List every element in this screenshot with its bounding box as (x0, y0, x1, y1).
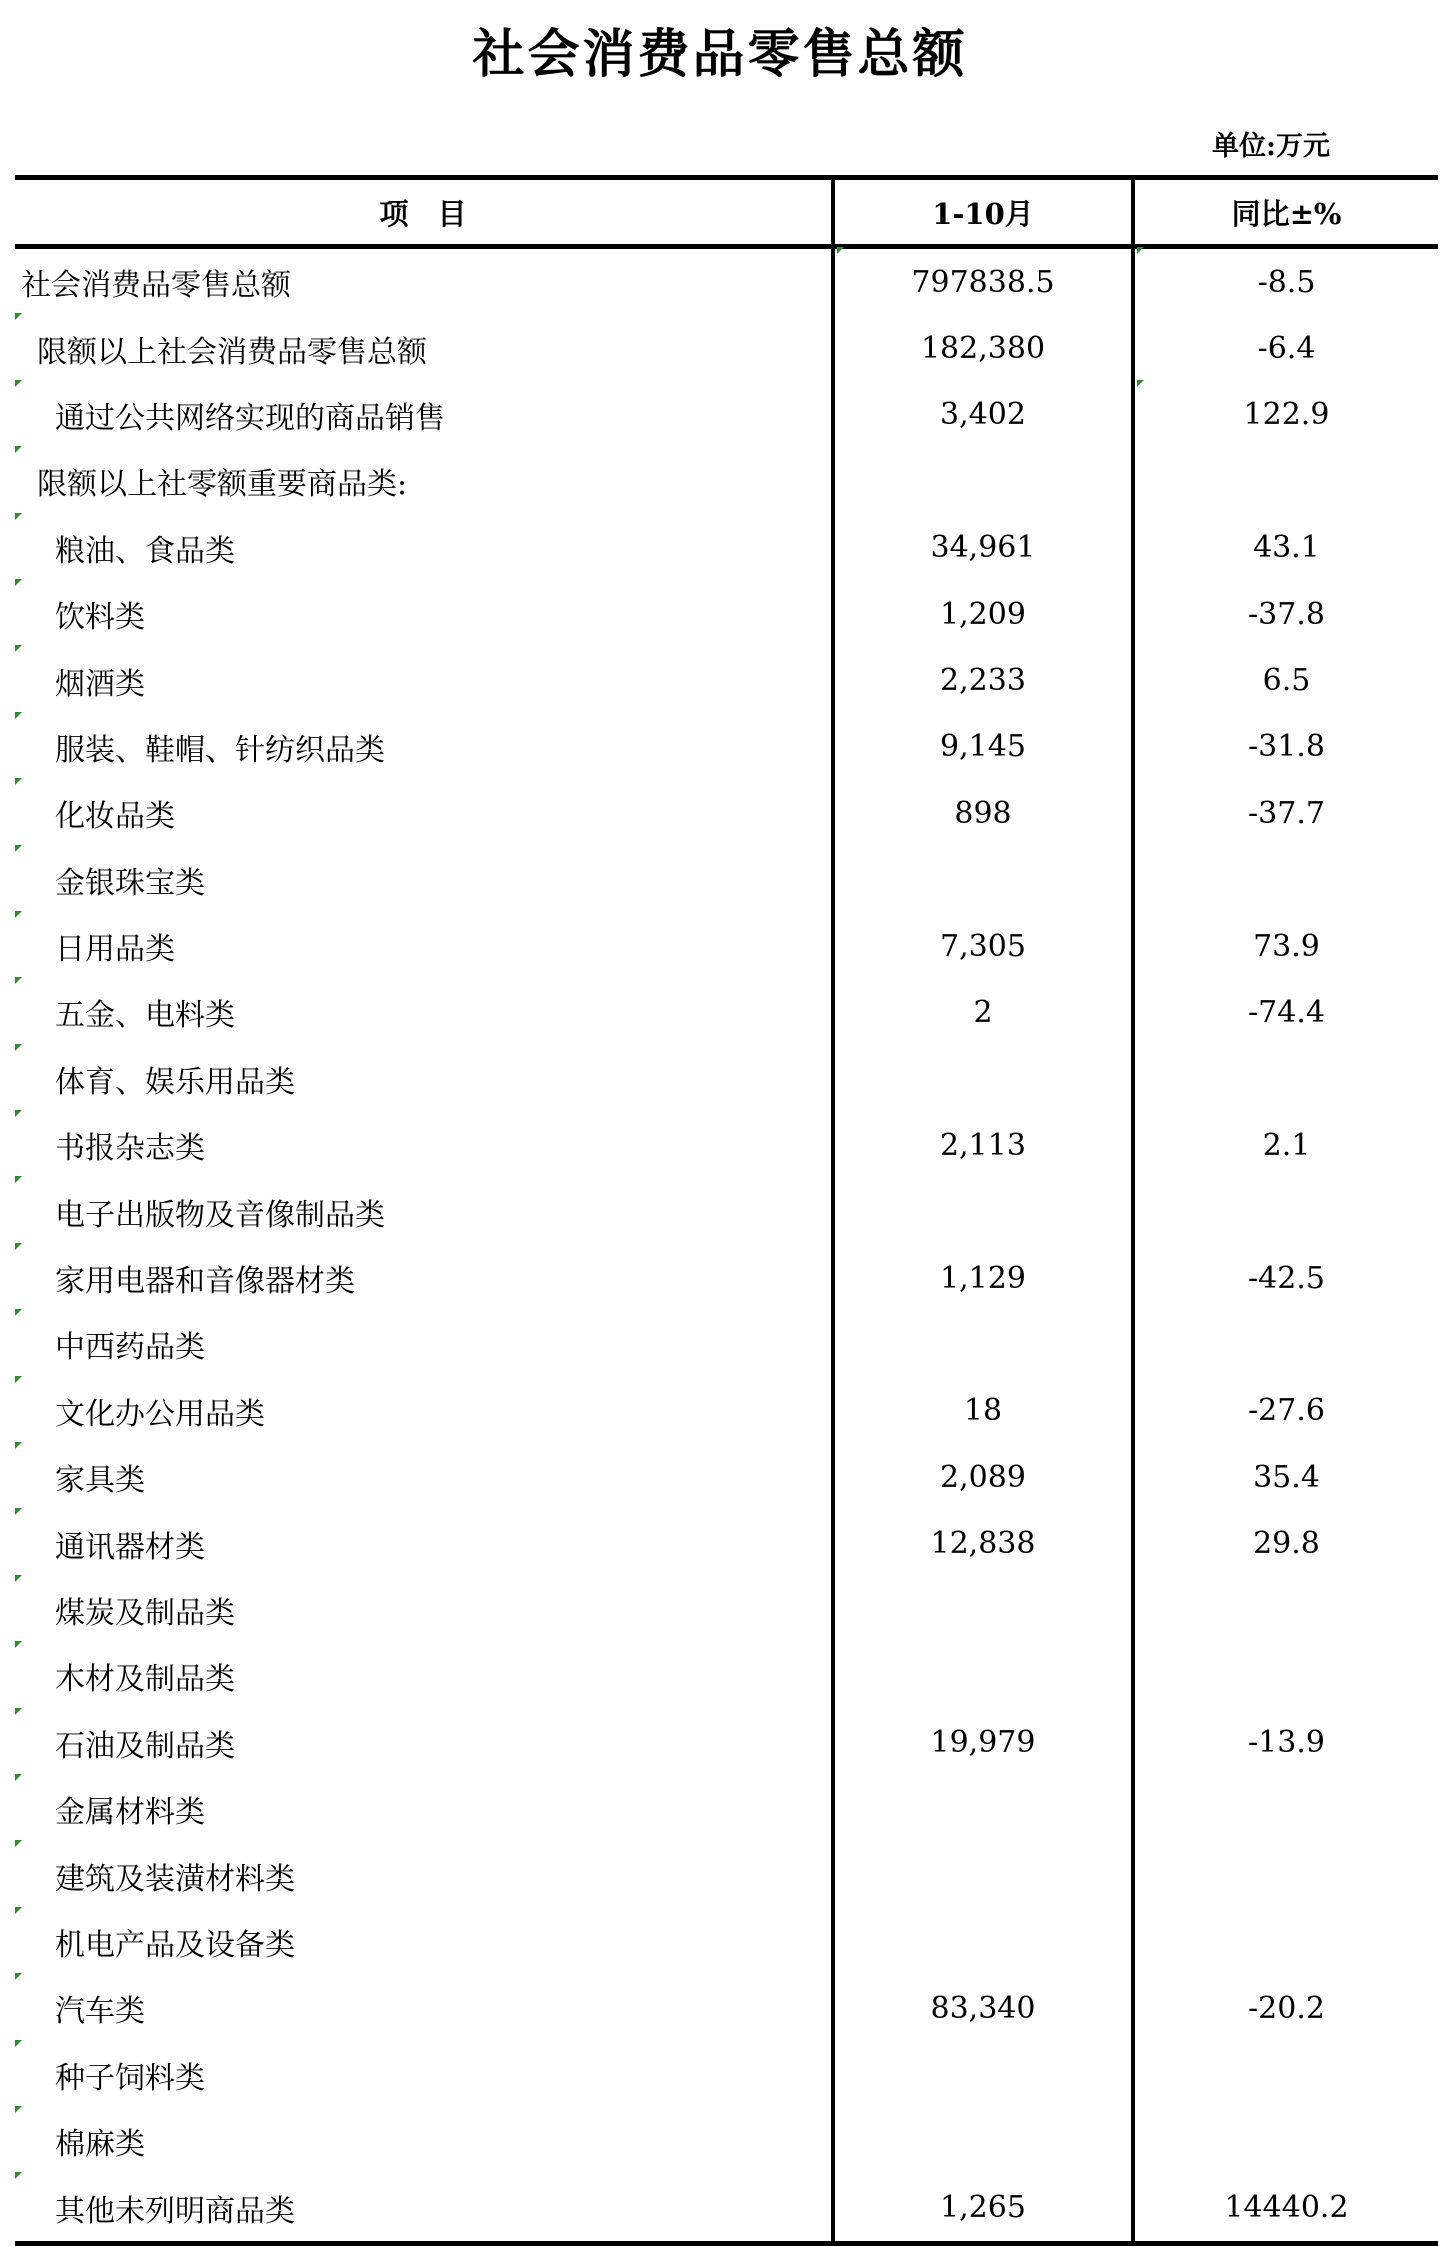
header-yoy: 同比±% (1133, 178, 1438, 247)
row-label: 机电产品及设备类 (15, 1909, 833, 1975)
row-yoy: -31.8 (1133, 714, 1438, 780)
row-yoy (1133, 2042, 1438, 2108)
row-value (833, 1909, 1133, 1975)
row-value: 2 (833, 979, 1133, 1045)
row-label: 棉麻类 (15, 2108, 833, 2174)
table-row (15, 979, 1438, 1045)
row-label: 粮油、食品类 (15, 515, 833, 581)
row-label: 饮料类 (15, 581, 833, 647)
table-row (15, 1378, 1438, 1444)
row-value (833, 1046, 1133, 1112)
row-value: 19,979 (833, 1710, 1133, 1776)
table-row (15, 315, 1438, 381)
table-row (15, 1112, 1438, 1178)
row-value (833, 448, 1133, 514)
table-row (15, 382, 1438, 448)
row-value (833, 2108, 1133, 2174)
table-row (15, 1909, 1438, 1975)
table-row (15, 1643, 1438, 1709)
row-label: 限额以上社会消费品零售总额 (15, 315, 833, 381)
row-label: 家用电器和音像器材类 (15, 1245, 833, 1311)
row-label: 家具类 (15, 1444, 833, 1510)
row-value: 797838.5 (833, 247, 1133, 316)
table-row (15, 714, 1438, 780)
table-row (15, 1776, 1438, 1842)
table-row (15, 1842, 1438, 1908)
row-value (833, 1643, 1133, 1709)
row-value: 34,961 (833, 515, 1133, 581)
table-row (15, 448, 1438, 514)
row-label: 通过公共网络实现的商品销售 (15, 382, 833, 448)
row-yoy (1133, 1842, 1438, 1908)
row-label: 电子出版物及音像制品类 (15, 1178, 833, 1244)
row-value: 2,113 (833, 1112, 1133, 1178)
table-row (15, 2108, 1438, 2174)
row-label: 通讯器材类 (15, 1510, 833, 1576)
row-value: 1,129 (833, 1245, 1133, 1311)
row-value (833, 1577, 1133, 1643)
row-label: 体育、娱乐用品类 (15, 1046, 833, 1112)
row-yoy (1133, 2108, 1438, 2174)
row-value (833, 1178, 1133, 1244)
row-yoy: 2.1 (1133, 1112, 1438, 1178)
row-label: 中西药品类 (15, 1311, 833, 1377)
header-period: 1-10月 (833, 178, 1133, 247)
row-value (833, 1842, 1133, 1908)
table-row (15, 247, 1438, 316)
row-yoy: -20.2 (1133, 1975, 1438, 2041)
row-yoy: -6.4 (1133, 315, 1438, 381)
row-value (833, 1311, 1133, 1377)
row-yoy: 6.5 (1133, 647, 1438, 713)
table-row (15, 1444, 1438, 1510)
row-label: 书报杂志类 (15, 1112, 833, 1178)
row-yoy: -42.5 (1133, 1245, 1438, 1311)
row-yoy (1133, 1776, 1438, 1842)
row-value: 2,233 (833, 647, 1133, 713)
table-row (15, 647, 1438, 713)
row-label: 其他未列明商品类 (15, 2174, 833, 2243)
row-yoy (1133, 1643, 1438, 1709)
table-row (15, 2174, 1438, 2243)
row-yoy: 29.8 (1133, 1510, 1438, 1576)
row-label: 木材及制品类 (15, 1643, 833, 1709)
row-value (833, 847, 1133, 913)
row-yoy: 35.4 (1133, 1444, 1438, 1510)
row-label: 建筑及装潢材料类 (15, 1842, 833, 1908)
table-row (15, 1577, 1438, 1643)
row-label: 五金、电料类 (15, 979, 833, 1045)
row-label: 烟酒类 (15, 647, 833, 713)
row-value: 2,089 (833, 1444, 1133, 1510)
row-value: 1,209 (833, 581, 1133, 647)
row-label: 煤炭及制品类 (15, 1577, 833, 1643)
row-yoy: -8.5 (1133, 247, 1438, 316)
row-value: 182,380 (833, 315, 1133, 381)
row-value: 1,265 (833, 2174, 1133, 2243)
row-label: 金银珠宝类 (15, 847, 833, 913)
row-yoy (1133, 448, 1438, 514)
table-body (15, 247, 1438, 2244)
row-label: 服装、鞋帽、针纺织品类 (15, 714, 833, 780)
header-item: 项 目 (15, 178, 833, 247)
header-row (15, 178, 1438, 247)
page-title: 社会消费品零售总额 (472, 24, 968, 85)
table-row (15, 1245, 1438, 1311)
table-row (15, 515, 1438, 581)
row-yoy (1133, 1178, 1438, 1244)
row-value: 3,402 (833, 382, 1133, 448)
row-yoy: 73.9 (1133, 913, 1438, 979)
row-value: 18 (833, 1378, 1133, 1444)
row-yoy: 122.9 (1133, 382, 1438, 448)
row-label: 文化办公用品类 (15, 1378, 833, 1444)
table-row (15, 847, 1438, 913)
unit-label: 单位:万元 (1212, 131, 1330, 162)
row-yoy: 14440.2 (1133, 2174, 1438, 2243)
table-row (15, 1510, 1438, 1576)
row-yoy: -37.8 (1133, 581, 1438, 647)
row-value: 83,340 (833, 1975, 1133, 2041)
row-label: 金属材料类 (15, 1776, 833, 1842)
row-value: 9,145 (833, 714, 1133, 780)
row-yoy (1133, 847, 1438, 913)
row-yoy: -37.7 (1133, 780, 1438, 846)
row-label: 化妆品类 (15, 780, 833, 846)
row-yoy (1133, 1311, 1438, 1377)
row-yoy: -27.6 (1133, 1378, 1438, 1444)
table-row (15, 1710, 1438, 1776)
row-label: 限额以上社零额重要商品类: (15, 448, 833, 514)
row-label: 社会消费品零售总额 (21, 268, 291, 304)
retail-sales-table (15, 175, 1438, 2246)
table-row (15, 780, 1438, 846)
row-value: 898 (833, 780, 1133, 846)
row-yoy: 43.1 (1133, 515, 1438, 581)
table-row (15, 1311, 1438, 1377)
row-yoy: -74.4 (1133, 979, 1438, 1045)
table-row (15, 1046, 1438, 1112)
row-value (833, 2042, 1133, 2108)
row-yoy (1133, 1909, 1438, 1975)
row-yoy (1133, 1046, 1438, 1112)
row-yoy: -13.9 (1133, 1710, 1438, 1776)
table-row (15, 1178, 1438, 1244)
row-yoy (1133, 1577, 1438, 1643)
table-row (15, 2042, 1438, 2108)
row-label: 石油及制品类 (15, 1710, 833, 1776)
row-label: 汽车类 (15, 1975, 833, 2041)
row-label: 种子饲料类 (15, 2042, 833, 2108)
row-label: 日用品类 (15, 913, 833, 979)
row-value: 7,305 (833, 913, 1133, 979)
table-row (15, 581, 1438, 647)
table-row (15, 1975, 1438, 2041)
table-row (15, 913, 1438, 979)
row-value: 12,838 (833, 1510, 1133, 1576)
row-value (833, 1776, 1133, 1842)
